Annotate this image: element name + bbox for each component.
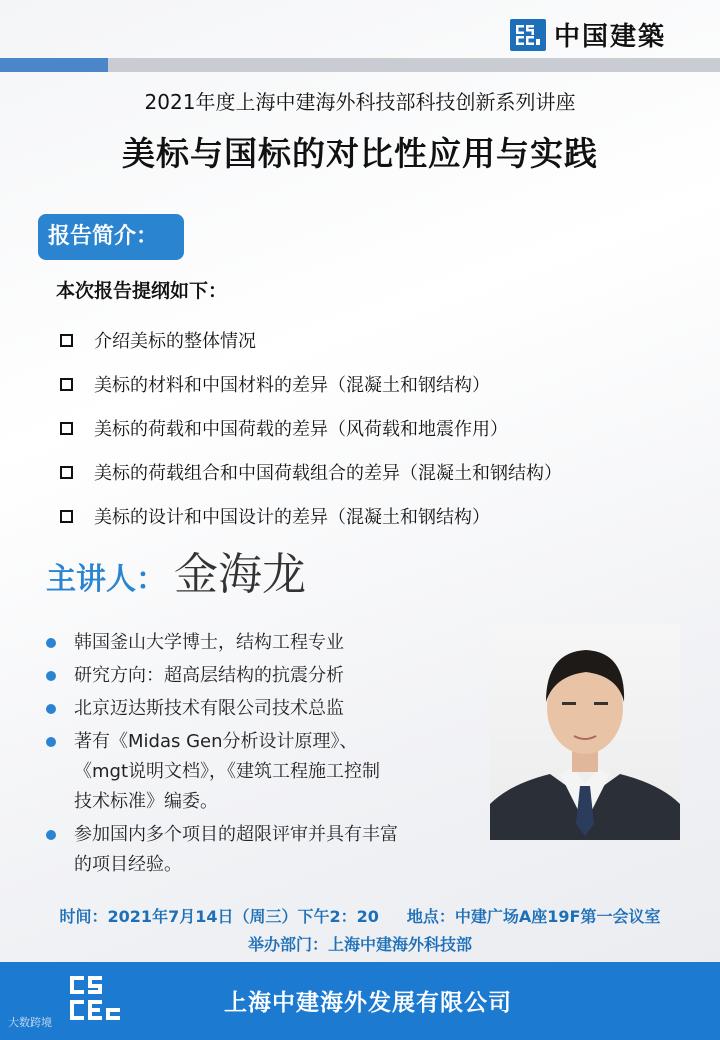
speaker-photo	[490, 624, 680, 840]
outline-item-text: 介绍美标的整体情况	[94, 331, 256, 352]
list-item	[46, 820, 486, 880]
bullet-dot-icon	[46, 638, 56, 648]
bio-text: 韩国釜山大学博士，结构工程专业	[74, 632, 344, 653]
outline-heading: 本次报告提纲如下：	[56, 280, 228, 302]
bullet-dot-icon	[46, 704, 56, 714]
speaker-name: 金海龙	[174, 549, 306, 600]
lecture-series-subtitle: 2021年度上海中建海外科技部科技创新系列讲座	[144, 90, 576, 114]
footer-banner	[0, 962, 720, 1040]
bullet-dot-icon	[46, 737, 56, 747]
event-time-location	[0, 904, 720, 927]
list-item	[60, 494, 562, 538]
cscec-footer-logo-icon	[66, 970, 126, 1034]
list-item	[46, 727, 486, 817]
cscec-logo-icon	[510, 19, 546, 51]
list-item	[60, 362, 562, 406]
checkbox-square-icon	[60, 510, 73, 523]
page-title: 美标与国标的对比性应用与实践	[122, 134, 598, 173]
checkbox-square-icon	[60, 378, 73, 391]
list-item	[60, 450, 562, 494]
cscec-logo	[510, 16, 666, 53]
checkbox-square-icon	[60, 334, 73, 347]
watermark: 大数跨境	[8, 1016, 52, 1029]
header-accent-stripe	[0, 58, 108, 72]
list-item	[46, 628, 486, 658]
checkbox-square-icon	[60, 422, 73, 435]
bio-text: 北京迈达斯技术有限公司技术总监	[74, 698, 344, 719]
bio-text: 参加国内多个项目的超限评审并具有丰富 的项目经验。	[74, 824, 398, 875]
outline-item-text: 美标的设计和中国设计的差异（混凝土和钢结构）	[94, 507, 490, 528]
checkbox-square-icon	[60, 466, 73, 479]
header-stripe	[0, 58, 720, 72]
speaker-portrait-icon	[490, 624, 680, 840]
bullet-dot-icon	[46, 830, 56, 840]
speaker-label: 主讲人：	[46, 562, 166, 597]
event-time: 时间：2021年7月14日（周三）下午2：20	[59, 907, 379, 926]
bio-text: 著有《Midas Gen分析设计原理》、 《mgt说明文档》，《建筑工程施工控制 技术标准》编委。	[74, 731, 381, 812]
outline-item-text: 美标的荷载组合和中国荷载组合的差异（混凝土和钢结构）	[94, 463, 562, 484]
event-location: 地点：中建广场A座19F第一会议室	[406, 907, 661, 926]
list-item	[46, 661, 486, 691]
speaker-heading	[46, 538, 306, 602]
speaker-bio-list	[46, 628, 486, 883]
company-name: 上海中建海外发展有限公司	[224, 990, 512, 1016]
event-organizer: 举办部门：上海中建海外科技部	[247, 935, 472, 954]
logo-text: 中国建築	[554, 22, 667, 52]
bullet-dot-icon	[46, 671, 56, 681]
outline-list	[60, 318, 562, 538]
top-banner	[0, 0, 720, 72]
section-tag-report-intro: 报告简介：	[38, 214, 184, 260]
outline-item-text: 美标的材料和中国材料的差异（混凝土和钢结构）	[94, 375, 490, 396]
list-item	[60, 318, 562, 362]
list-item	[46, 694, 486, 724]
list-item	[60, 406, 562, 450]
bio-text: 研究方向：超高层结构的抗震分析	[74, 665, 344, 686]
outline-item-text: 美标的荷载和中国荷载的差异（风荷载和地震作用）	[94, 419, 508, 440]
